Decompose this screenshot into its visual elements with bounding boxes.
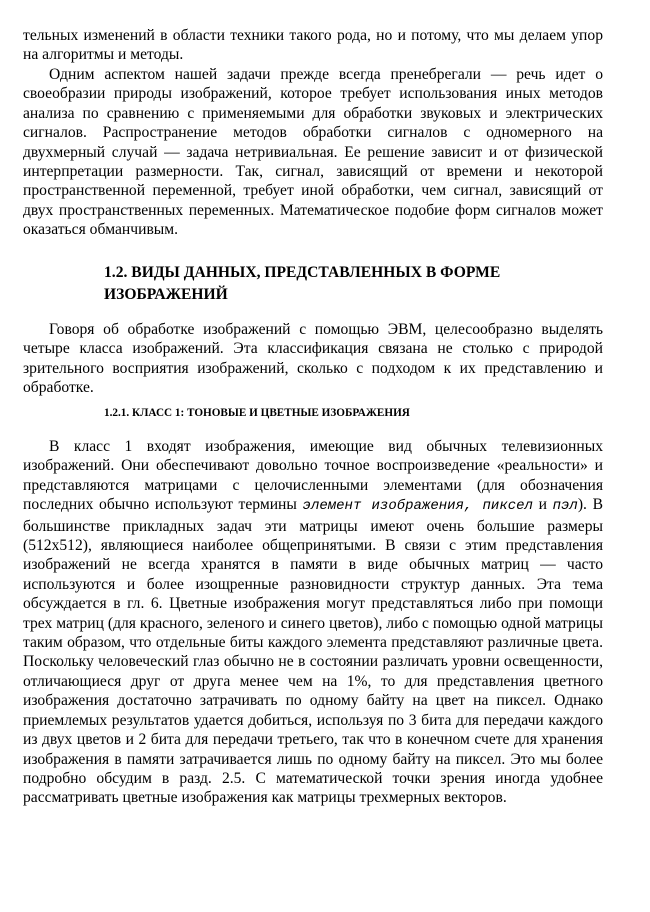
paragraph-class-1-part-a: В класс 1 входят изображения, имеющие вид обычных телевизионных изображений. Они обеспечивают довольно точное воспроизведение «реальности» и представляются матрицами с целочисленными элементами (для обозначения последних обычно используют термины xyxy=(23,438,603,514)
paragraph-class-1-part-b: ). В большинстве прикладных задач эти матрицы имеют очень большие размеры (512x512), являющиеся наиболее общепринятыми. В связи с этим представления изображений не всегда хранятся в памяти в виде обычных матриц — часто используются и более изощренные разновидности структур данных. Эта тема обсуждается в гл. 6. Цветные изображения могут представляться либо при помощи трех матриц (для красного, зеленого и синего цветов), либо с помощью одной матрицы таким образом, что отдельные биты каждого элемента представляют различные цвета. Поскольку человеческий глаз обычно не в состоянии различать уровни освещенности, отличающиеся друг от друга менее чем на 1%, то для представления цветного изображения достаточно затрачивать по одному байту на цвет на пиксел. Однако приемлемых результатов удается добиться, используя по 3 бита для передачи каждого из двух цветов и 2 бита для передачи третьего, так что в конечном счете для хранения изображения в памяти затрачивается лишь по одному байту на пиксел. Это мы более подробно обсудим в разд. 2.5. С математической точки зрения иногда удобнее рассматривать цветные изображения как матрицы трехмерных векторов. xyxy=(23,496,603,807)
paragraph-image-classes: Говоря об обработке изображений с помощью ЭВМ, целесообразно выделять четыре класса изображений. Эта классификация связана не столько с природой зрительного восприятия изображений, сколько с подходом к их представлению и обработке. xyxy=(23,321,603,397)
conjunction: и xyxy=(532,496,553,514)
term-element: элемент изображения, пиксел xyxy=(302,498,533,515)
paragraph-class-1 xyxy=(23,437,603,808)
term-pel: пэл xyxy=(552,498,578,515)
section-heading: 1.2. ВИДЫ ДАННЫХ, ПРЕДСТАВЛЕННЫХ В ФОРМЕ ИЗОБРАЖЕНИЙ xyxy=(104,264,501,303)
paragraph-image-specifics: Одним аспектом нашей задачи прежде всегда пренебрегали — речь идет о своеобразии природы изображений, которое требует использования иных методов анализа по сравнению с применяемыми для обработки звуковых и электрических сигналов. Распространение методов обработки сигналов с одномерного на двухмерный случай — задача нетривиальная. Ее решение зависит и от физической интерпретации размерности. Так, сигнал, зависящий от времени и некоторой пространственной переменной, требует иной обработки, чем сигнал, зависящий от двух пространственных переменных. Математическое подобие форм сигналов может оказаться обманчивым. xyxy=(23,66,603,239)
paragraph-continuation: тельных изменений в области техники такого рода, но и потому, что мы делаем упор на алгоритмы и методы. xyxy=(23,27,603,64)
subsection-heading: 1.2.1. КЛАСС 1: ТОНОВЫЕ И ЦВЕТНЫЕ ИЗОБРАЖЕНИЯ xyxy=(104,407,410,419)
